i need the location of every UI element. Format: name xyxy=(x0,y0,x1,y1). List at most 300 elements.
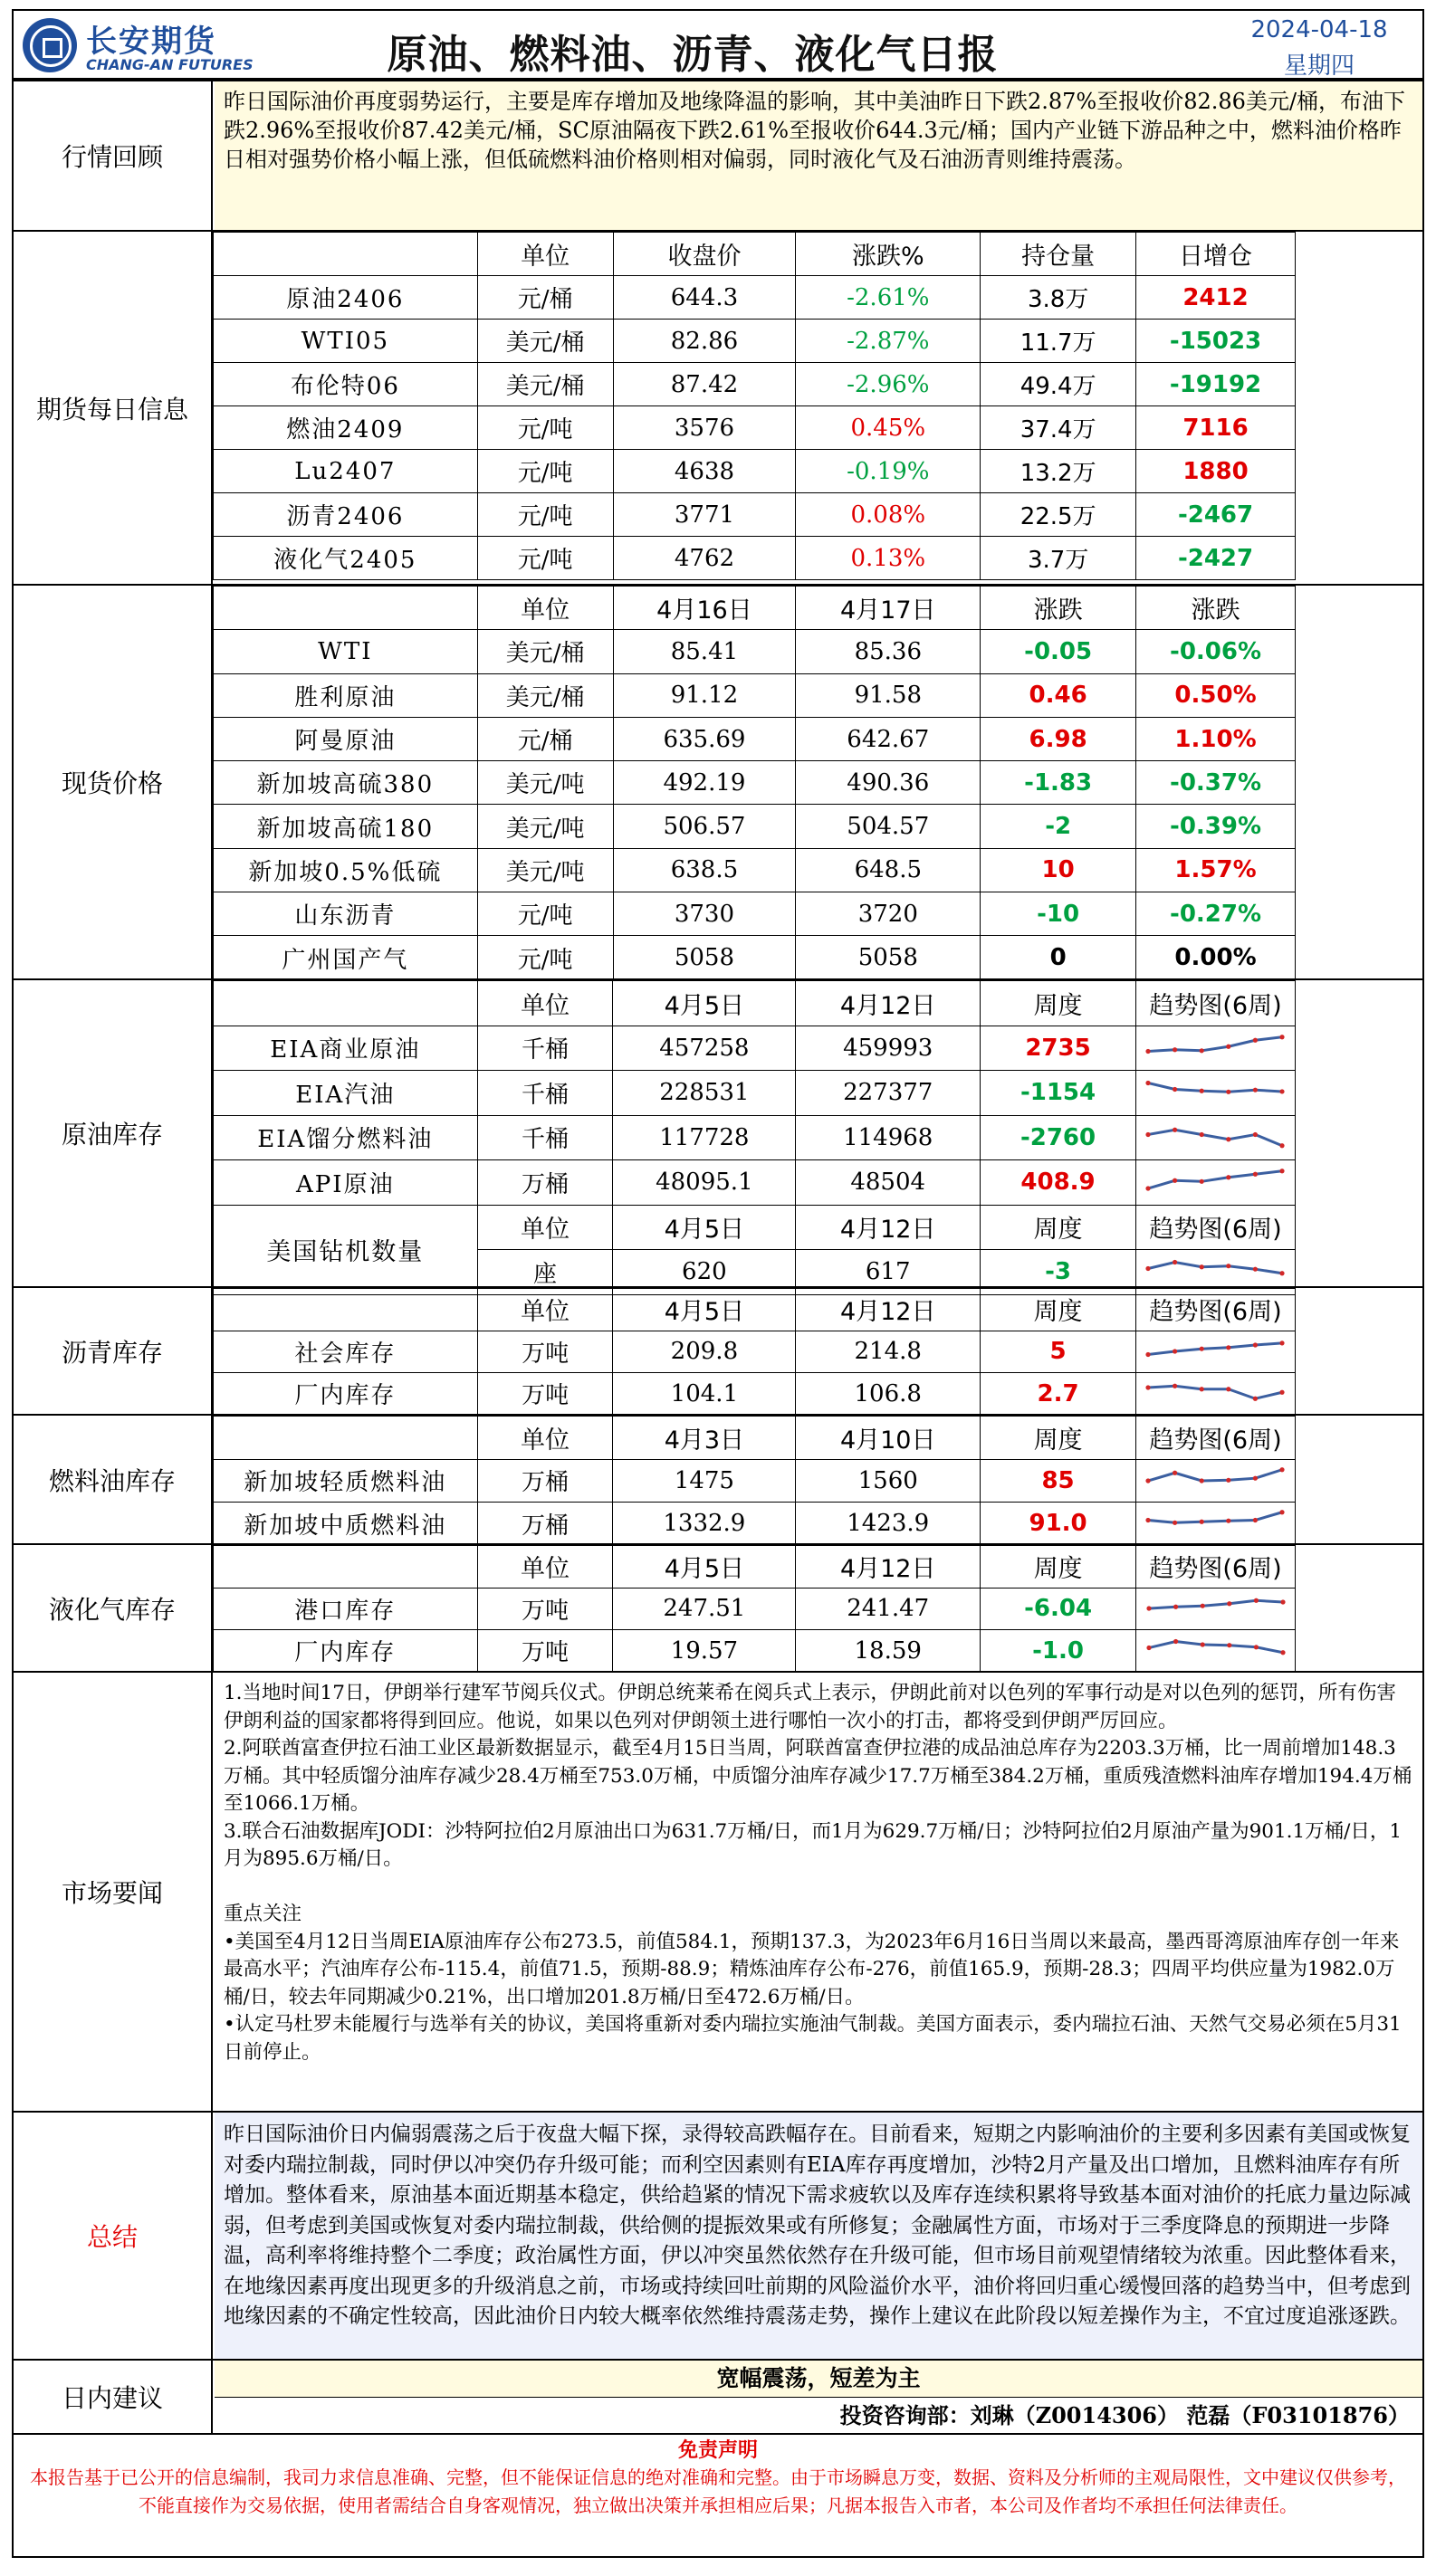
value-latest: 214.8 xyxy=(796,1331,981,1373)
value-prev: 48095.1 xyxy=(613,1160,796,1206)
trend-sparkline xyxy=(1144,1636,1288,1666)
price-day2: 85.36 xyxy=(796,630,981,673)
futures-table xyxy=(213,232,1296,580)
trend-point xyxy=(1173,1047,1177,1052)
report-title: 原油、燃料油、沥青、液化气日报 xyxy=(387,32,999,78)
daily-oi-change: 2412 xyxy=(1136,276,1296,320)
spot-table xyxy=(213,586,1296,980)
open-interest: 11.7万 xyxy=(981,320,1136,363)
table-row xyxy=(214,320,1296,363)
column-header: 4月12日 xyxy=(796,1289,981,1331)
change: -2 xyxy=(981,805,1136,848)
value-latest: 1560 xyxy=(796,1459,981,1503)
lpg-inventory-table xyxy=(213,1545,1296,1673)
trend-point xyxy=(1253,1037,1258,1042)
column-header: 趋势图(6周) xyxy=(1135,1205,1295,1250)
value-latest: 114968 xyxy=(796,1115,981,1160)
disclaimer-section xyxy=(12,2433,1424,2558)
column-header: 单位 xyxy=(477,233,613,276)
trend-line xyxy=(1148,1386,1282,1398)
price-day1: 638.5 xyxy=(613,848,796,892)
instrument-name: 原油2406 xyxy=(214,276,478,320)
trend-point xyxy=(1146,1049,1151,1054)
column-header: 日增仓 xyxy=(1136,233,1296,276)
unit: 万吨 xyxy=(477,1630,613,1673)
table-row xyxy=(214,1503,1296,1546)
open-interest: 3.7万 xyxy=(981,537,1136,580)
table-header-row xyxy=(214,1546,1296,1589)
value-prev: 104.1 xyxy=(613,1373,796,1416)
brand-name: 长安期货 xyxy=(86,24,216,60)
price-day1: 492.19 xyxy=(613,761,796,805)
trend-point xyxy=(1253,1475,1258,1480)
value-prev: 247.51 xyxy=(613,1588,796,1630)
price-day1: 91.12 xyxy=(613,673,796,717)
table-header-row xyxy=(214,587,1296,630)
trend-point xyxy=(1146,1385,1151,1389)
section-label: 沥青库存 xyxy=(14,1288,213,1414)
trend-point xyxy=(1173,1470,1177,1474)
table-row xyxy=(214,537,1296,580)
report-page xyxy=(12,9,1424,2558)
unit: 元/吨 xyxy=(477,450,613,493)
product-name: WTI xyxy=(214,630,478,673)
section-label: 日内建议 xyxy=(14,2361,213,2433)
trend-point xyxy=(1227,1090,1231,1094)
value-latest: 227377 xyxy=(796,1071,981,1116)
trend-sparkline xyxy=(1143,1336,1288,1367)
close-price: 644.3 xyxy=(613,276,796,320)
unit: 元/吨 xyxy=(477,892,613,936)
unit: 美元/吨 xyxy=(477,761,613,805)
unit: 万桶 xyxy=(477,1459,613,1503)
unit: 万吨 xyxy=(477,1331,613,1373)
price-day1: 3730 xyxy=(613,892,796,936)
column-header: 涨跌 xyxy=(1136,587,1296,630)
trend-point xyxy=(1253,1172,1258,1177)
trend-point xyxy=(1253,1132,1258,1137)
column-header: 趋势图(6周) xyxy=(1135,1289,1295,1331)
trend-line xyxy=(1148,1083,1282,1092)
column-header: 单位 xyxy=(477,1289,613,1331)
brand-name-en: CHANG-AN FUTURES xyxy=(86,56,254,73)
item-name: 厂内库存 xyxy=(214,1630,478,1673)
trend-point xyxy=(1200,1604,1204,1608)
change-pct: -0.39% xyxy=(1136,805,1296,848)
table-row xyxy=(214,276,1296,320)
change-pct: -0.27% xyxy=(1136,892,1296,936)
value-latest: 106.8 xyxy=(796,1373,981,1416)
news-paragraph: 重点关注 xyxy=(224,1903,302,1925)
table-row xyxy=(214,1588,1296,1630)
unit: 万桶 xyxy=(477,1160,613,1206)
table-row xyxy=(214,450,1296,493)
column-header: 4月5日 xyxy=(613,1546,796,1589)
weekly-change: 85 xyxy=(981,1459,1136,1503)
product-name: 阿曼原油 xyxy=(214,717,478,760)
trend-sparkline xyxy=(1143,1465,1288,1496)
intraday-advice: 宽幅震荡，短差为主 xyxy=(215,2361,1422,2398)
trend-chart xyxy=(1135,1115,1295,1160)
trend-point xyxy=(1280,1389,1285,1394)
product-name: 胜利原油 xyxy=(214,673,478,717)
value-prev: 19.57 xyxy=(613,1630,796,1673)
change-pct: 1.57% xyxy=(1136,848,1296,892)
table-header-row xyxy=(214,1289,1296,1331)
price-day1: 635.69 xyxy=(613,717,796,760)
trend-point xyxy=(1200,1089,1204,1093)
trend-chart xyxy=(1135,1071,1295,1116)
trend-point xyxy=(1146,1518,1151,1522)
trend-point xyxy=(1227,1175,1231,1179)
weekly-change: 5 xyxy=(981,1331,1136,1373)
trend-point xyxy=(1146,1646,1151,1650)
summary-section xyxy=(12,2111,1424,2361)
value-prev: 1332.9 xyxy=(613,1503,796,1546)
section-label: 液化气库存 xyxy=(14,1545,213,1671)
trend-chart xyxy=(1135,1331,1295,1373)
market-news-text xyxy=(215,1673,1422,2111)
trend-point xyxy=(1173,1383,1177,1388)
item-name: API原油 xyxy=(214,1160,478,1206)
price-day1: 506.57 xyxy=(613,805,796,848)
trend-chart xyxy=(1136,1630,1296,1673)
header-blank xyxy=(214,233,478,276)
trend-point xyxy=(1280,1650,1285,1655)
change-pct: 1.10% xyxy=(1136,717,1296,760)
trend-point xyxy=(1280,1169,1285,1173)
open-interest: 13.2万 xyxy=(981,450,1136,493)
table-row xyxy=(214,1026,1296,1071)
column-header: 4月17日 xyxy=(796,587,981,630)
change-pct: -0.37% xyxy=(1136,761,1296,805)
instrument-name: 燃油2409 xyxy=(214,406,478,450)
trend-point xyxy=(1253,1645,1258,1649)
table-row xyxy=(214,493,1296,537)
close-price: 3771 xyxy=(613,493,796,537)
column-header: 趋势图(6周) xyxy=(1135,981,1295,1026)
item-name: 社会库存 xyxy=(214,1331,478,1373)
price-day2: 5058 xyxy=(796,936,981,979)
table-row xyxy=(214,717,1296,760)
column-header: 4月5日 xyxy=(613,981,796,1026)
crude-inventory-table xyxy=(213,980,1296,1295)
item-name: EIA商业原油 xyxy=(214,1026,478,1071)
trend-chart xyxy=(1135,1160,1295,1206)
trend-chart xyxy=(1135,1503,1295,1546)
section-label: 总结 xyxy=(14,2113,213,2359)
trend-line xyxy=(1148,1263,1282,1274)
column-header: 涨跌 xyxy=(981,587,1136,630)
trend-line xyxy=(1148,1171,1282,1188)
value-latest: 1423.9 xyxy=(796,1503,981,1546)
close-price: 4638 xyxy=(613,450,796,493)
unit: 万吨 xyxy=(477,1373,613,1416)
trend-point xyxy=(1173,1350,1177,1354)
trend-point xyxy=(1146,1081,1151,1085)
trend-point xyxy=(1280,1600,1285,1605)
trend-point xyxy=(1227,1137,1231,1141)
table-row xyxy=(214,761,1296,805)
unit: 千桶 xyxy=(477,1071,613,1116)
instrument-name: 沥青2406 xyxy=(214,493,478,537)
trend-point xyxy=(1200,1347,1204,1351)
daily-oi-change: -2467 xyxy=(1136,493,1296,537)
column-header: 4月5日 xyxy=(613,1205,796,1250)
price-day2: 490.36 xyxy=(796,761,981,805)
column-header: 单位 xyxy=(477,1417,613,1460)
trend-point xyxy=(1146,1132,1151,1137)
change-pct: 0.08% xyxy=(796,493,981,537)
news-paragraph xyxy=(224,1874,1413,1902)
trend-sparkline xyxy=(1143,1379,1288,1409)
weekly-change: -6.04 xyxy=(981,1588,1136,1630)
trend-point xyxy=(1280,1090,1285,1094)
trend-point xyxy=(1227,1264,1231,1268)
trend-point xyxy=(1173,1260,1177,1264)
price-day2: 504.57 xyxy=(796,805,981,848)
unit: 千桶 xyxy=(477,1026,613,1071)
product-name: 广州国产气 xyxy=(214,936,478,979)
change-pct: 0.50% xyxy=(1136,673,1296,717)
news-paragraph: 1.当地时间17日，伊朗举行建军节阅兵仪式。伊朗总统莱希在阅兵式上表示，伊朗此前对以色列的军事行动是对以色列的惩罚，所有伤害伊朗利益的国家都将得到回应。他说，如果以色列对伊朗领土进行哪怕一次小的打击，都将受到伊朗严厉回应。 xyxy=(224,1682,1396,1732)
trend-point xyxy=(1146,1478,1151,1483)
product-name: 新加坡0.5%低硫 xyxy=(214,848,478,892)
trend-point xyxy=(1146,1187,1151,1191)
change: 0.46 xyxy=(981,673,1136,717)
column-header: 4月5日 xyxy=(613,1289,796,1331)
column-header: 趋势图(6周) xyxy=(1136,1546,1296,1589)
open-interest: 49.4万 xyxy=(981,363,1136,406)
trend-chart xyxy=(1135,1459,1295,1503)
table-row xyxy=(214,805,1296,848)
trend-sparkline xyxy=(1143,1033,1288,1064)
value-prev: 1475 xyxy=(613,1459,796,1503)
trend-point xyxy=(1173,1605,1178,1609)
trend-point xyxy=(1200,1478,1204,1483)
change-pct: -2.96% xyxy=(796,363,981,406)
unit: 万桶 xyxy=(477,1503,613,1546)
chang-an-logo-icon xyxy=(23,18,77,72)
weekly-change: -3 xyxy=(981,1250,1136,1295)
item-name: 新加坡中质燃料油 xyxy=(214,1503,478,1546)
unit: 美元/桶 xyxy=(477,673,613,717)
trend-point xyxy=(1253,1598,1258,1603)
close-price: 87.42 xyxy=(613,363,796,406)
asphalt-inventory-section xyxy=(12,1286,1424,1416)
value-latest: 18.59 xyxy=(796,1630,981,1673)
unit: 座 xyxy=(477,1250,613,1295)
price-day1: 85.41 xyxy=(613,630,796,673)
column-header: 涨跌% xyxy=(796,233,981,276)
column-header: 4月16日 xyxy=(613,587,796,630)
trend-point xyxy=(1227,1477,1231,1482)
unit: 美元/桶 xyxy=(477,320,613,363)
trend-point xyxy=(1146,1266,1151,1271)
trend-sparkline xyxy=(1143,1122,1288,1153)
section-label: 行情回顾 xyxy=(14,81,213,230)
trend-chart xyxy=(1135,1373,1295,1416)
unit: 美元/桶 xyxy=(477,363,613,406)
lpg-inventory-section xyxy=(12,1543,1424,1673)
change: 0 xyxy=(981,936,1136,979)
price-day2: 642.67 xyxy=(796,717,981,760)
trend-point xyxy=(1253,1267,1258,1272)
unit: 元/吨 xyxy=(477,936,613,979)
trend-sparkline xyxy=(1144,1593,1288,1624)
weekly-change: 91.0 xyxy=(981,1503,1136,1546)
unit: 美元/吨 xyxy=(477,805,613,848)
table-row xyxy=(214,1459,1296,1503)
fuel-oil-inventory-table xyxy=(213,1416,1296,1546)
header-blank xyxy=(214,1289,478,1331)
change-pct: 0.45% xyxy=(796,406,981,450)
header-blank xyxy=(214,1417,478,1460)
trend-point xyxy=(1200,1264,1204,1269)
table-row xyxy=(214,1331,1296,1373)
table-header-row xyxy=(214,233,1296,276)
column-header: 周度 xyxy=(981,981,1136,1026)
change-pct: 0.00% xyxy=(1136,936,1296,979)
unit: 元/吨 xyxy=(477,537,613,580)
intraday-advice-section xyxy=(12,2359,1424,2435)
column-header: 趋势图(6周) xyxy=(1135,1417,1295,1460)
trend-point xyxy=(1280,1143,1285,1148)
open-interest: 37.4万 xyxy=(981,406,1136,450)
product-name: 新加坡高硫380 xyxy=(214,761,478,805)
item-name: 港口库存 xyxy=(214,1588,478,1630)
trend-point xyxy=(1200,1642,1204,1646)
table-row xyxy=(214,363,1296,406)
fuel-oil-inventory-section xyxy=(12,1414,1424,1545)
news-paragraph: 2.阿联酋富查伊拉石油工业区最新数据显示，截至4月15日当周，阿联酋富查伊拉港的成品油总库存为2203.3万桶，比一周前增加148.3万桶。其中轻质馏分油库存减少28.4万桶至753.0万桶，中质馏分油库存减少17.7万桶至384.2万桶，重质残渣燃料油库存增加194.4万桶至1066.1万桶。 xyxy=(224,1737,1412,1815)
trend-chart xyxy=(1135,1026,1295,1071)
trend-sparkline xyxy=(1143,1256,1288,1287)
column-header: 4月10日 xyxy=(796,1417,981,1460)
market-news-section xyxy=(12,1671,1424,2113)
trend-line xyxy=(1148,1130,1282,1146)
trend-point xyxy=(1200,1179,1204,1184)
trend-point xyxy=(1253,1343,1258,1348)
change: -1.83 xyxy=(981,761,1136,805)
trend-point xyxy=(1280,1271,1285,1275)
trend-point xyxy=(1280,1035,1285,1039)
daily-oi-change: -19192 xyxy=(1136,363,1296,406)
table-header-row xyxy=(214,1417,1296,1460)
trend-point xyxy=(1253,1518,1258,1522)
item-name: EIA馏分燃料油 xyxy=(214,1115,478,1160)
table-row xyxy=(214,1373,1296,1416)
trend-line xyxy=(1148,1470,1282,1481)
table-header-row xyxy=(214,981,1296,1026)
close-price: 4762 xyxy=(613,537,796,580)
weekly-change: 2.7 xyxy=(981,1373,1136,1416)
news-paragraph: •美国至4月12日当周EIA原油库存公布273.5，前值584.1，预期137.3，为2023年6月16日当周以来最高，墨西哥湾原油库存创一年来最高水平；汽油库存公布-115.4，前值71.5，预期-88.9；精炼油库存公布-276，前值165.9，预期-28.3；四周平均供应量为1982.0万桶/日，较去年同期减少0.21%，出口增加201.8万桶/日至472.6万桶/日。 xyxy=(224,1930,1400,2008)
trend-point xyxy=(1146,1607,1151,1611)
trend-point xyxy=(1280,1467,1285,1472)
change: 10 xyxy=(981,848,1136,892)
close-price: 3576 xyxy=(613,406,796,450)
item-name: 厂内库存 xyxy=(214,1373,478,1416)
unit: 千桶 xyxy=(477,1115,613,1160)
trend-point xyxy=(1253,1396,1258,1400)
daily-oi-change: -15023 xyxy=(1136,320,1296,363)
unit: 元/桶 xyxy=(477,276,613,320)
unit: 元/吨 xyxy=(477,493,613,537)
daily-oi-change: 1880 xyxy=(1136,450,1296,493)
trend-point xyxy=(1173,1178,1177,1183)
value-latest: 48504 xyxy=(796,1160,981,1206)
daily-oi-change: -2427 xyxy=(1136,537,1296,580)
price-day1: 5058 xyxy=(613,936,796,979)
trend-point xyxy=(1227,1601,1231,1606)
trend-point xyxy=(1227,1044,1231,1048)
price-day2: 91.58 xyxy=(796,673,981,717)
column-header: 单位 xyxy=(477,981,613,1026)
trend-sparkline xyxy=(1143,1508,1288,1539)
section-label: 燃料油库存 xyxy=(14,1416,213,1543)
trend-point xyxy=(1253,1088,1258,1092)
price-day2: 3720 xyxy=(796,892,981,936)
unit: 元/吨 xyxy=(477,406,613,450)
weekly-change: 408.9 xyxy=(981,1160,1136,1206)
value-prev: 620 xyxy=(613,1250,796,1295)
section-label: 期货每日信息 xyxy=(14,232,213,584)
column-header: 4月12日 xyxy=(796,981,981,1026)
open-interest: 22.5万 xyxy=(981,493,1136,537)
crude-inventory-section xyxy=(12,978,1424,1288)
instrument-name: 液化气2405 xyxy=(214,537,478,580)
futures-section xyxy=(12,230,1424,586)
column-header: 周度 xyxy=(981,1205,1136,1250)
trend-sparkline xyxy=(1143,1077,1288,1108)
table-row xyxy=(214,673,1296,717)
value-prev: 457258 xyxy=(613,1026,796,1071)
open-interest: 3.8万 xyxy=(981,276,1136,320)
close-price: 82.86 xyxy=(613,320,796,363)
product-name: 山东沥青 xyxy=(214,892,478,936)
value-latest: 241.47 xyxy=(796,1588,981,1630)
trend-point xyxy=(1227,1643,1231,1647)
summary-text: 昨日国际油价日内偏弱震荡之后于夜盘大幅下探，录得较高跌幅存在。目前看来，短期之内影响油价的主要利多因素有美国或恢复对委内瑞拉制裁，同时伊以冲突仍存升级可能；而利空因素则有EIA库存再度增加，沙特2月产量及出口增加，且燃料油库存有所增加。整体看来，原油基本面近期基本稳定，供给趋紧的情况下需求疲软以及库存连续积累将导致基本面对油价的托底力量边际减弱，但考虑到美国或恢复对委内瑞拉制裁，供给侧的提振效果或有所修复；金融属性方面，市场对于三季度降息的预期进一步降温，高利率将维持整个二季度；政治属性方面，伊以冲突虽然依然存在升级可能，但市场目前观望情绪较为浓重。因此整体看来，在地缘因素再度出现更多的升级消息之前，市场或持续回吐前期的风险溢价水平，油价将回归重心缓慢回落的趋势当中，但考虑到地缘因素的不确定性较高，因此油价日内较大概率依然维持震荡走势，操作上建议在此阶段以短差操作为主，不宜过度追涨逐跌。 xyxy=(215,2113,1422,2359)
trend-line xyxy=(1148,1343,1282,1355)
item-name: EIA汽油 xyxy=(214,1071,478,1116)
column-header: 周度 xyxy=(981,1417,1136,1460)
change: -0.05 xyxy=(981,630,1136,673)
instrument-name: Lu2407 xyxy=(214,450,478,493)
trend-point xyxy=(1173,1639,1178,1644)
disclaimer-title: 免责声明 xyxy=(677,2438,758,2462)
product-name: 新加坡高硫180 xyxy=(214,805,478,848)
column-header: 单位 xyxy=(477,587,613,630)
value-prev: 228531 xyxy=(613,1071,796,1116)
trend-point xyxy=(1200,1520,1204,1524)
change-pct: -0.19% xyxy=(796,450,981,493)
trend-point xyxy=(1227,1519,1231,1523)
weekly-change: -1154 xyxy=(981,1071,1136,1116)
trend-point xyxy=(1200,1132,1204,1137)
report-date: 2024-04-18 xyxy=(1250,16,1388,43)
trend-point xyxy=(1280,1341,1285,1346)
market-review-text: 昨日国际油价再度弱势运行，主要是库存增加及地缘降温的影响，其中美油昨日下跌2.87%至报收价82.86美元/桶，布油下跌2.96%至报收价87.42美元/桶，SC原油隔夜下跌2.61%至报收价644.3元/桶；国内产业链下游品种之中，燃料油价格昨日相对强势价格小幅上涨，但低硫燃料油价格则相对偏弱，同时液化气及石油沥青则维持震荡。 xyxy=(215,81,1422,230)
header-blank xyxy=(214,587,478,630)
column-header: 4月12日 xyxy=(796,1205,981,1250)
trend-line xyxy=(1149,1641,1283,1652)
trend-point xyxy=(1200,1048,1204,1053)
table-row xyxy=(214,406,1296,450)
column-header: 周度 xyxy=(981,1546,1136,1589)
column-header: 周度 xyxy=(981,1289,1136,1331)
